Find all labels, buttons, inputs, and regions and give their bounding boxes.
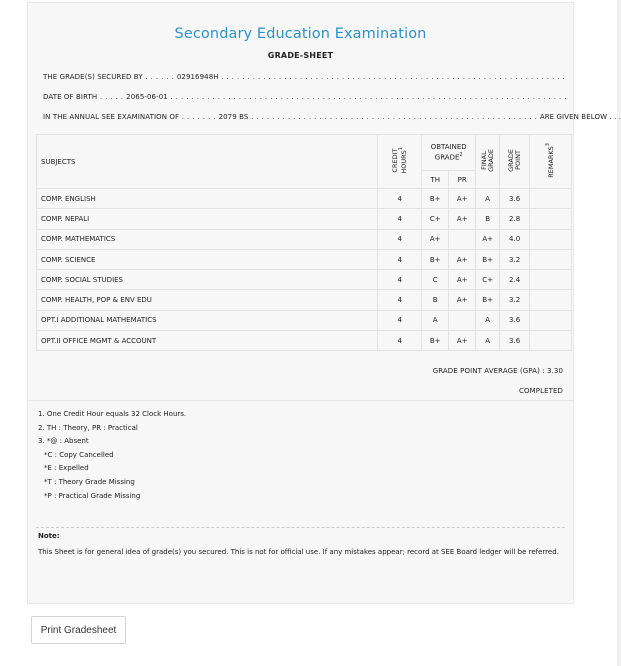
header-pr: PR (449, 171, 476, 189)
table-row (37, 189, 572, 209)
page-title: Secondary Education Examination (174, 26, 427, 42)
remarks-cell (530, 270, 572, 290)
legend-item: 3. *@ : Absent (38, 437, 89, 446)
table-row (37, 310, 572, 330)
remarks-cell (530, 249, 572, 269)
pr-grade-cell: A+ (449, 290, 476, 310)
info-dob: DATE OF BIRTH . . . . . 2065-06-01 . . . . . . . . . . . . . . . . . . . . . . . . . . . . . . . . . . . . . . . . . . . . . . . . . . . . . . . . . . . . . . . . . . . . . . . . . . . . (43, 93, 567, 101)
final-grade-cell: B (476, 209, 500, 229)
status-text: COMPLETED (519, 387, 563, 395)
subject-cell: OPT.II OFFICE MGMT & ACCOUNT (37, 331, 378, 351)
header-credit-hours: CREDIT HOURS$^1$ (378, 135, 422, 189)
remarks-cell (530, 209, 572, 229)
credit-cell: 4 (378, 249, 422, 269)
subject-cell: COMP. MATHEMATICS (37, 229, 378, 249)
th-grade-cell: A (422, 310, 449, 330)
info-secured-by: THE GRADE(S) SECURED BY . . . . . . 02916948H . . . . . . . . . . . . . . . . . . . . . . . . . . . . . . . . . . . . . . . . . . . . . . . . . . . . . . . . . . . . . . . . . . (43, 73, 566, 81)
header-th: TH (422, 171, 449, 189)
table-row (37, 229, 572, 249)
subject-cell: COMP. NEPALI (37, 209, 378, 229)
subject-cell: OPT.I ADDITIONAL MATHEMATICS (37, 310, 378, 330)
final-grade-cell: B+ (476, 290, 500, 310)
page-subtitle: GRADE-SHEET (267, 51, 334, 60)
subject-cell: COMP. HEALTH, POP & ENV EDU (37, 290, 378, 310)
grade-point-cell: 3.6 (500, 189, 530, 209)
table-row (37, 331, 572, 351)
credit-cell: 4 (378, 229, 422, 249)
legend-item: *T : Theory Grade Missing (44, 477, 135, 486)
pr-grade-cell: A+ (449, 249, 476, 269)
final-grade-cell: A (476, 310, 500, 330)
header-remarks: REMARKS$^3$ (530, 135, 572, 189)
th-grade-cell: C+ (422, 209, 449, 229)
final-grade-cell: A (476, 189, 500, 209)
legend-item: *E : Expelled (44, 464, 89, 473)
remarks-cell (530, 290, 572, 310)
credit-cell: 4 (378, 331, 422, 351)
header-obtained-grade: OBTAINED GRADE$^2$ (422, 135, 476, 171)
symbol-number: 02916948H (176, 73, 219, 81)
pr-grade-cell: A+ (449, 270, 476, 290)
final-grade-cell: A (476, 331, 500, 351)
divider (28, 400, 573, 401)
pr-grade-cell (449, 310, 476, 330)
credit-cell: 4 (378, 189, 422, 209)
table-row (37, 209, 572, 229)
note-label: Note: (38, 532, 60, 540)
legend-item: 1. One Credit Hour equals 32 Clock Hours. (38, 410, 187, 418)
remarks-cell (530, 331, 572, 351)
pr-grade-cell: A+ (449, 209, 476, 229)
pr-grade-cell (449, 229, 476, 249)
header-subjects: SUBJECTS (37, 135, 378, 189)
dashed-divider (36, 527, 565, 528)
exam-year: 2079 BS (218, 113, 249, 121)
grade-point-cell: 2.4 (500, 270, 530, 290)
remarks-cell (530, 229, 572, 249)
info-secured-by-label: THE GRADE(S) SECURED BY (43, 73, 143, 81)
grade-point-cell: 3.6 (500, 310, 530, 330)
header-grade-point: GRADE POINT (500, 135, 530, 189)
credit-cell: 4 (378, 290, 422, 310)
credit-cell: 4 (378, 310, 422, 330)
legend-item: *C : Copy Cancelled (44, 450, 114, 459)
info-dob-label: DATE OF BIRTH (43, 93, 98, 101)
pr-grade-cell: A+ (449, 331, 476, 351)
th-grade-cell: B+ (422, 189, 449, 209)
date-of-birth: 2065-06-01 (126, 93, 168, 101)
grade-point-cell: 3.2 (500, 290, 530, 310)
grade-point-cell: 4.0 (500, 229, 530, 249)
final-grade-cell: B+ (476, 249, 500, 269)
credit-cell: 4 (378, 270, 422, 290)
credit-cell: 4 (378, 209, 422, 229)
grade-sheet (27, 2, 621, 604)
th-grade-cell: C (422, 270, 449, 290)
legend-list (38, 408, 186, 503)
final-grade-cell: A+ (476, 229, 500, 249)
info-exam-label: IN THE ANNUAL SEE EXAMINATION OF (43, 113, 180, 121)
final-grade-cell: C+ (476, 270, 500, 290)
scrollbar-track[interactable] (617, 0, 621, 666)
note-text: This Sheet is for general idea of grade(s) you secured. This is not for official use. If any mistakes appear; record at SEE Board ledger will be referred. (38, 548, 559, 556)
grade-point-cell: 3.6 (500, 331, 530, 351)
remarks-cell (530, 310, 572, 330)
grades-table (36, 134, 572, 351)
grade-point-cell: 3.2 (500, 249, 530, 269)
gpa-summary: GRADE POINT AVERAGE (GPA) : 3.30 (432, 367, 563, 375)
remarks-cell (530, 189, 572, 209)
th-grade-cell: B+ (422, 331, 449, 351)
table-row (37, 249, 572, 269)
legend-item: 2. TH : Theory, PR : Practical (38, 423, 138, 432)
table-row (37, 290, 572, 310)
grade-point-cell: 2.8 (500, 209, 530, 229)
th-grade-cell: B (422, 290, 449, 310)
pr-grade-cell: A+ (449, 189, 476, 209)
th-grade-cell: B+ (422, 249, 449, 269)
subject-cell: COMP. SCIENCE (37, 249, 378, 269)
print-gradesheet-button[interactable]: Print Gradesheet (31, 616, 126, 644)
th-grade-cell: A+ (422, 229, 449, 249)
header-final-grade: FINAL GRADE (476, 135, 500, 189)
info-exam: IN THE ANNUAL SEE EXAMINATION OF . . . . . . . 2079 BS . . . . . . . . . . . . . . . . . . . . . . . . . . . . . . . . . . . . . . . . . . . . . . . . . . . . . . . ARE GIVEN BELOW . . . (43, 113, 621, 121)
table-row (37, 270, 572, 290)
legend-item: *P : Practical Grade Missing (44, 491, 141, 500)
subject-cell: COMP. SOCIAL STUDIES (37, 270, 378, 290)
given-below-text: ARE GIVEN BELOW . . . (539, 113, 621, 121)
subject-cell: COMP. ENGLISH (37, 189, 378, 209)
